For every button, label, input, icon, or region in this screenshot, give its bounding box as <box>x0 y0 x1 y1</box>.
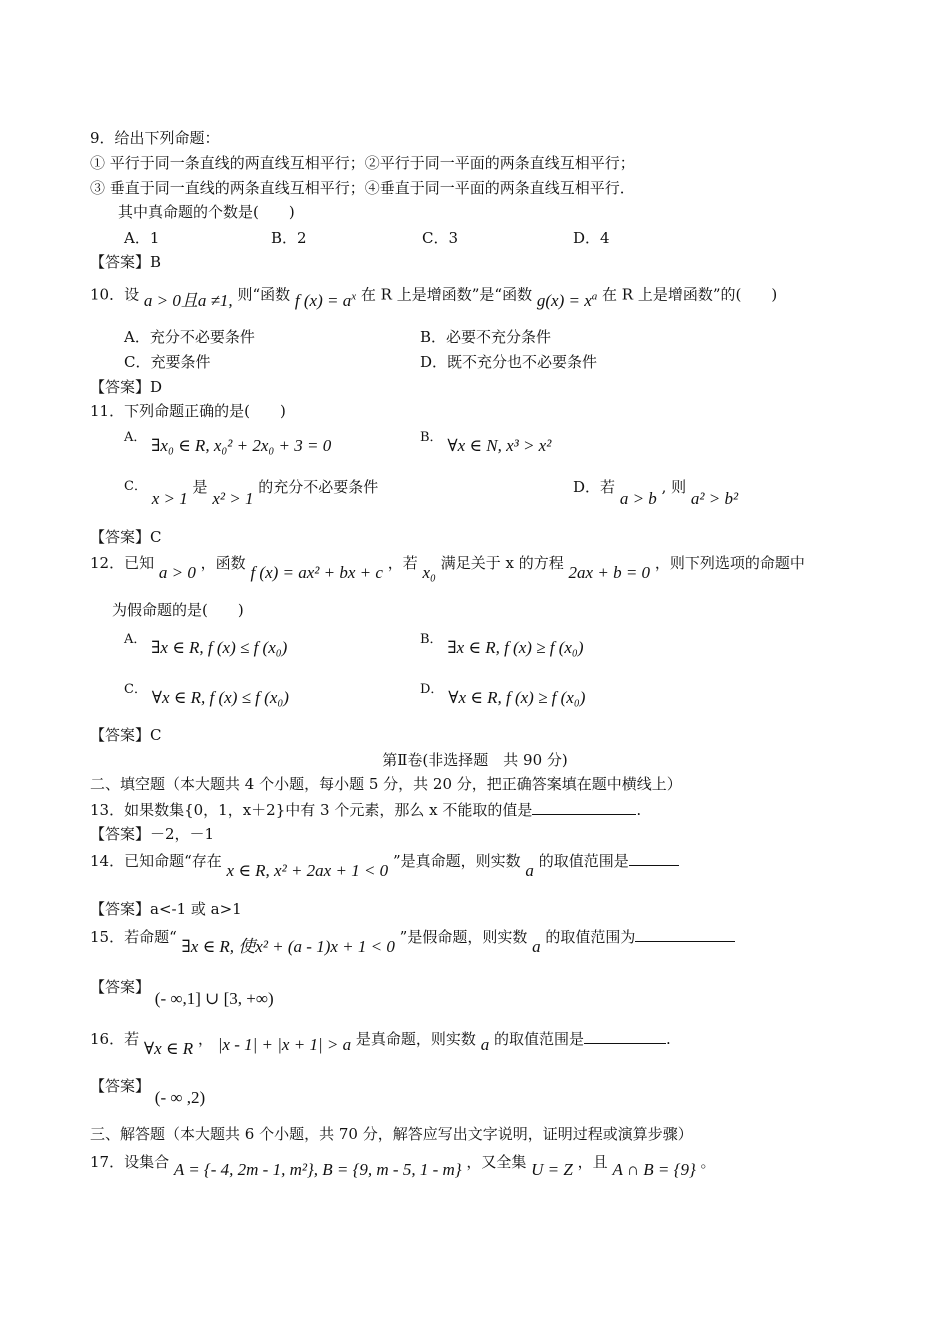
q16-answer-math: (- ∞ ,2) <box>154 1088 206 1107</box>
q11-option-c <box>124 477 379 508</box>
q10-condition: a > 0且a ≠1, <box>143 290 233 310</box>
q11-option-b-label: B． <box>420 430 443 445</box>
q14-text3: 的取值范围是 <box>538 852 629 870</box>
q12-math4: 2ax + b = 0 <box>568 563 651 582</box>
q16-math2: |x - 1| + |x + 1| > a <box>217 1035 352 1054</box>
q10-option-c: C．充要条件 <box>124 353 211 371</box>
q12-text4: ，则下列选项的命题中 <box>654 554 805 572</box>
q16-blank <box>584 1028 666 1044</box>
q14-stem <box>90 850 679 880</box>
q15-answer <box>90 977 274 1008</box>
q14-math2: a <box>525 861 534 880</box>
q16-stem <box>90 1028 671 1058</box>
q12-text2: ，若 <box>387 554 418 572</box>
q14-blank <box>629 850 679 866</box>
q11-option-d-math2: a² > b² <box>690 489 739 508</box>
q17-text2: ，又全集 <box>466 1153 527 1171</box>
q12-option-d <box>420 680 586 707</box>
q12-option-a-label: A． <box>124 632 147 647</box>
q11-option-d-math1: a > b <box>619 489 657 508</box>
q10-text3: 在 R 上是增函数”的( ) <box>602 285 778 304</box>
q11-option-a-math: ∃x₀ ∈ R, x₀² + 2x₀ + 3 = 0 <box>151 436 332 455</box>
q11-option-d-label: D．若 <box>573 478 616 496</box>
q11-option-c-math1: x > 1 <box>151 489 188 508</box>
q11-stem: 11．下列命题正确的是( ) <box>90 402 286 420</box>
q15-blank <box>635 926 735 942</box>
q15-text1: 15．若命题“ <box>90 928 177 946</box>
q10-num: 10．设 <box>90 285 140 304</box>
q10-function-g <box>537 291 597 310</box>
q10-answer: 【答案】D <box>90 378 163 396</box>
q14-text1: 14．已知命题“存在 <box>90 852 222 870</box>
q13-stem <box>90 799 641 820</box>
q9-answer: 【答案】B <box>90 253 162 271</box>
q12-option-c-math: ∀x ∈ R, f (x) ≤ f (x₀) <box>151 688 289 707</box>
q12-stem <box>90 553 805 582</box>
q11-option-c-text2: 的充分不必要条件 <box>258 478 379 496</box>
q11-option-d-text1: , 则 <box>661 478 687 496</box>
q9-option-c: C．3 <box>422 229 459 247</box>
q16-text1: 16．若 <box>90 1030 140 1048</box>
q10-f-base: f (x) = a <box>294 290 352 310</box>
q12-math1: a > 0 <box>158 563 196 582</box>
q11-option-b-math: ∀x ∈ N, x³ > x² <box>447 436 552 455</box>
part3-section: 三、解答题（本大题共 6 个小题，共 70 分，解答应写出文字说明，证明过程或演算步骤） <box>90 1125 693 1143</box>
q16-text2: ， <box>197 1030 213 1048</box>
q12-option-c-label: C． <box>124 682 147 697</box>
q10-g-base: g(x) = x <box>536 290 592 310</box>
q11-answer: 【答案】C <box>90 528 162 546</box>
q12-option-b-math: ∃x ∈ R, f (x) ≥ f (x₀) <box>447 638 584 657</box>
q12-text3: 满足关于 x 的方程 <box>440 554 564 572</box>
q16-end: . <box>665 1030 671 1048</box>
q12-math2: f (x) = ax² + bx + c <box>250 563 383 582</box>
q12-num: 12．已知 <box>90 554 155 572</box>
q12-option-a-math: ∃x ∈ R, f (x) ≤ f (x₀) <box>151 638 288 657</box>
q11-option-a-label: A． <box>124 430 147 445</box>
q11-option-c-label: C． <box>124 479 147 494</box>
q13-text: 13．如果数集{0，1，x＋2}中有 3 个元素，那么 x 不能取的值是 <box>90 801 533 819</box>
q10-text1: 则“函数 <box>237 285 291 304</box>
q12-option-d-label: D． <box>420 682 444 697</box>
q16-text3: 是真命题，则实数 <box>355 1030 476 1048</box>
q10-option-d: D．既不充分也不必要条件 <box>420 353 598 371</box>
q14-math1: x ∈ R, x² + 2ax + 1 < 0 <box>226 861 389 880</box>
q15-math2: a <box>532 937 541 956</box>
q15-stem <box>90 926 735 956</box>
q13-end: . <box>636 801 642 819</box>
q12-option-d-math: ∀x ∈ R, f (x) ≥ f (x₀) <box>448 688 586 707</box>
part2-section: 二、填空题（本大题共 4 个小题，每小题 5 分，共 20 分，把正确答案填在题中横线上） <box>90 775 682 793</box>
q15-answer-label: 【答案】 <box>90 978 151 996</box>
q10-option-b: B．必要不充分条件 <box>420 328 552 346</box>
q10-f-sup: x <box>351 290 357 302</box>
q16-answer <box>90 1076 206 1107</box>
q12-text1: ，函数 <box>200 554 246 572</box>
q16-answer-label: 【答案】 <box>90 1077 151 1095</box>
q17-math2: U = Z <box>531 1160 573 1179</box>
q9-option-a: A．1 <box>124 229 160 247</box>
q12-option-c <box>124 680 289 707</box>
q13-blank <box>532 799 636 815</box>
q15-math1: ∃x ∈ R, 使x² + (a - 1)x + 1 < 0 <box>181 937 395 956</box>
q16-text4: 的取值范围是 <box>493 1030 584 1048</box>
q10-text2: 在 R 上是增函数”是“函数 <box>360 285 533 304</box>
q11-option-b <box>420 428 552 455</box>
q17-text4: 。 <box>700 1153 716 1171</box>
q16-math3: a <box>480 1035 490 1054</box>
q14-text2: ”是真命题，则实数 <box>392 852 521 870</box>
q9-option-d: D．4 <box>573 229 610 247</box>
q17-stem <box>90 1152 716 1179</box>
q9-line3: 其中真命题的个数是( ) <box>118 203 295 221</box>
q12-line2: 为假命题的是( ) <box>112 601 244 619</box>
q17-math3: A ∩ B = {9} <box>612 1160 696 1179</box>
q17-text3: ，且 <box>577 1153 608 1171</box>
q17-math1: A = {- 4, 2m - 1, m²}, B = {9, m - 5, 1 - m} <box>173 1160 462 1179</box>
q14-answer: 【答案】a<-1 或 a>1 <box>90 900 242 918</box>
q15-text3: 的取值范围为 <box>545 928 636 946</box>
q10-option-a: A．充分不必要条件 <box>124 328 255 346</box>
q13-answer: 【答案】－2，－1 <box>90 825 215 843</box>
q16-math1: ∀x ∈ R <box>143 1039 194 1058</box>
q11-option-d <box>573 477 739 508</box>
q10-stem <box>90 280 778 310</box>
q15-answer-math: (- ∞,1] ∪ [3, +∞) <box>154 989 274 1008</box>
q10-g-sup: a <box>591 290 598 302</box>
q15-text2: ”是假命题，则实数 <box>399 928 528 946</box>
q10-function-f <box>295 291 356 310</box>
q9-line2: ③ 垂直于同一直线的两条直线互相平行；④垂直于同一平面的两条直线互相平行． <box>90 179 635 197</box>
q12-option-a <box>124 630 288 657</box>
q9-line1: ① 平行于同一条直线的两直线互相平行；②平行于同一平面的两条直线互相平行； <box>90 154 635 172</box>
part2-title: 第Ⅱ卷(非选择题 共 90 分) <box>382 751 568 769</box>
q11-option-a <box>124 428 332 455</box>
q12-option-b <box>420 630 584 657</box>
q11-option-c-math2: x² > 1 <box>212 489 254 508</box>
q9-option-b: B．2 <box>271 229 307 247</box>
q9-stem: 9．给出下列命题： <box>90 129 220 147</box>
q12-answer: 【答案】C <box>90 726 162 744</box>
q11-option-c-text1: 是 <box>192 478 208 496</box>
q17-text1: 17．设集合 <box>90 1153 170 1171</box>
q12-option-b-label: B． <box>420 632 443 647</box>
q12-math3: x₀ <box>422 563 436 582</box>
